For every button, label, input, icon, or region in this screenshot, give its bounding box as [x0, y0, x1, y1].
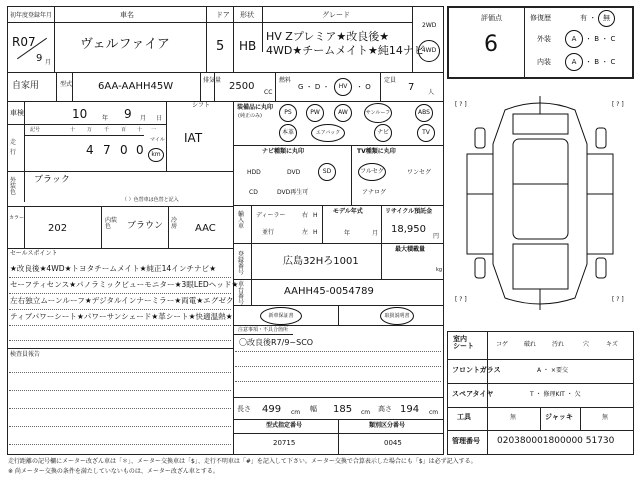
sales-rule — [9, 293, 231, 294]
tv-opt-oneseg: ワンセグ — [407, 169, 432, 176]
mileage-label-1: 走 — [10, 139, 17, 146]
vline — [24, 101, 25, 202]
door-count: 5 — [216, 39, 225, 54]
inspector-rule — [9, 372, 231, 373]
repair-none-circle: 無 — [598, 10, 615, 27]
import-label: 輸 入 車 — [238, 211, 245, 230]
navi-opt-hdd: HDD — [247, 169, 261, 176]
vline — [540, 407, 541, 430]
mgmt-label: 管理番号 — [452, 437, 480, 445]
tools-label: 工具 — [457, 413, 471, 421]
equipment-sub: (純正のみ) — [238, 113, 262, 119]
vline — [322, 205, 323, 243]
row-line — [233, 334, 293, 335]
inspector-rule — [9, 444, 231, 445]
vline — [54, 6, 55, 72]
chassis-label: 車 台 番 号 — [238, 281, 245, 306]
row-line — [7, 348, 233, 349]
ac-label: 冷 房 — [171, 217, 178, 230]
tv-fullseg-circle: フルセグ — [358, 163, 386, 181]
designation-label: 型式指定番号 — [266, 422, 303, 429]
mileage-digits-label: 記号 — [30, 127, 41, 133]
length-label: 長さ — [237, 405, 251, 413]
interior-options: ・ B ・ C — [585, 58, 616, 66]
drive-header: 2WD — [422, 22, 437, 29]
drive-4wd-circle: 4WD — [418, 40, 440, 62]
place-1: 一 — [151, 127, 157, 133]
diagram-bracket: [ ? ] — [612, 296, 624, 303]
fuel-hv-circle: HV — [334, 78, 352, 96]
class-label: 類別区分番号 — [369, 422, 406, 429]
vline — [251, 279, 252, 305]
mileage-km-circle: km — [148, 148, 164, 162]
import-left: 左 — [302, 229, 309, 236]
place-10k: 万 — [87, 127, 93, 133]
import-handle-2: H — [313, 229, 318, 236]
vline — [338, 305, 339, 325]
recycle-unit: 円 — [433, 233, 440, 240]
diagram-wheel — [596, 258, 606, 278]
row-line — [233, 433, 444, 434]
import-parallel: 並行 — [262, 229, 275, 236]
vline — [72, 72, 73, 101]
first-reg-month-unit: 月 — [45, 59, 52, 66]
shift-value: IAT — [184, 131, 203, 145]
vline — [233, 101, 234, 455]
row-line — [7, 248, 233, 249]
mileage-digit: 7 — [103, 143, 111, 157]
vline — [24, 206, 25, 248]
navi-opt-dvd-play: DVD再生可 — [277, 189, 309, 196]
place-100k: 十 — [70, 127, 76, 133]
model-year-label: モデル年式 — [333, 208, 363, 215]
length-value: 499 — [262, 404, 282, 415]
max-load-unit: kg — [436, 267, 443, 273]
notes-rule — [235, 381, 441, 382]
fuel-label: 燃料 — [279, 77, 292, 84]
length-unit: cm — [291, 409, 301, 416]
class-value: 0045 — [384, 439, 402, 447]
width-value: 185 — [333, 404, 353, 415]
header-line — [7, 22, 412, 23]
diagram-hood — [513, 114, 568, 134]
grade-line-2: 4WD★チームメイト★純14ナビ — [266, 44, 425, 57]
sales-rule — [9, 340, 231, 341]
equip-abs-circle: ABS — [415, 104, 433, 122]
notes-rule — [235, 366, 441, 367]
equip-aw-circle: AW — [334, 104, 352, 122]
vline — [251, 205, 252, 243]
new-car-warranty-circle: 新車保証書 — [260, 307, 302, 325]
vline — [580, 407, 581, 430]
repair-label: 修復歴 — [530, 14, 551, 22]
navi-sd-circle: SD — [318, 163, 336, 181]
vline — [200, 72, 201, 101]
vline — [251, 243, 252, 279]
designation-value: 20715 — [273, 439, 296, 447]
displacement-label: 排気量 — [203, 77, 222, 84]
color-code-label: カラー — [9, 215, 25, 221]
jack-value: 無 — [602, 414, 609, 421]
chassis-value: AAHH45-0054789 — [284, 286, 374, 297]
vline — [381, 205, 382, 243]
first-reg-year: R07 — [12, 35, 36, 49]
displacement-value: 2500 — [229, 81, 255, 92]
inspection-year-unit: 年 — [102, 115, 109, 122]
footer-line-1: 走行距離の記号欄にメーター改ざん車は「＊」、メーター交換車は「$」、走行不明車は「#」を記入して下さい。メーター交換で合算表示した場合にも「$」は必ず記入する。 — [8, 458, 477, 465]
row-line — [233, 243, 444, 244]
diagram-bracket: [ ? ] — [455, 101, 467, 108]
diagram-bracket: [ ? ] — [612, 101, 624, 108]
width-unit: cm — [361, 409, 371, 416]
sheet-opt: 穴 — [583, 341, 590, 348]
mileage-mile-unit: マイル — [150, 137, 165, 143]
mileage-digit: 0 — [120, 143, 128, 157]
height-label: 高さ — [378, 405, 392, 413]
notes-rule — [235, 351, 441, 352]
diagram-rear — [513, 244, 568, 289]
use-type: 自家用 — [12, 81, 40, 91]
sales-point-title: セールスポイント — [10, 250, 58, 257]
sales-rule — [9, 309, 231, 310]
notes-text: 〇改良後R7/9~SCO — [239, 338, 314, 347]
capacity-value: 7 — [408, 82, 415, 93]
mileage-label-2: 行 — [10, 149, 17, 156]
diagram-left-side — [467, 154, 493, 254]
diagram-body-outline — [493, 103, 587, 304]
rating-value: 6 — [484, 32, 498, 57]
vline — [214, 72, 215, 101]
vline — [262, 6, 263, 52]
equip-navi-circle: ナビ — [374, 124, 392, 142]
exterior-options: ・ B ・ C — [585, 35, 616, 43]
door-header: ドア — [216, 11, 230, 19]
equip-sunroof-circle: サンルーフ — [364, 103, 392, 123]
inspection-day-unit: 日 — [156, 115, 163, 122]
inspector-rule — [9, 426, 231, 427]
vline — [233, 6, 234, 72]
import-dealer: ディーラー — [256, 212, 286, 219]
sheet-opt: キズ — [606, 341, 618, 348]
diagram-roof — [513, 139, 568, 239]
row-line — [233, 325, 444, 326]
spare-label: スペアタイヤ — [452, 390, 494, 398]
width-label: 幅 — [310, 405, 317, 413]
spare-value: T ・ 修理KIT ・ 欠 — [530, 391, 581, 398]
ac-value: AAC — [195, 223, 216, 234]
vline — [168, 206, 169, 248]
row-line — [7, 101, 444, 102]
row-line — [447, 430, 634, 431]
jack-label: ジャッキ — [545, 413, 573, 421]
sales-line: 左右独立ムーンルーフ★デジタルインナーミラー★両電★エグゼク — [10, 296, 234, 305]
vline — [381, 243, 382, 279]
interior-label: 内装 — [537, 58, 551, 66]
sheet-label: 室内 シート — [453, 335, 474, 350]
recycle-label: リサイクル預託金 — [385, 208, 433, 215]
inspection-year: 10 — [72, 107, 88, 121]
color-code-value: 202 — [48, 223, 68, 234]
vline — [524, 8, 525, 78]
car-damage-diagram — [447, 84, 634, 324]
navi-type-title: ナビ種類に丸印 — [262, 148, 305, 155]
equip-pw-circle: PW — [306, 104, 324, 122]
car-name-header: 車名 — [120, 11, 134, 19]
rating-label: 評価点 — [481, 14, 502, 22]
reg-number-label: 登 録 番 号 — [238, 251, 245, 276]
inspection-month: 9 — [124, 107, 132, 121]
first-reg-month: 9 — [36, 53, 43, 64]
max-load-label: 最大積載量 — [395, 246, 426, 253]
diagram-wheel — [596, 128, 606, 148]
sheet-opt: 汚れ — [552, 341, 565, 348]
mgmt-value: 020380001800000 51730 — [497, 436, 615, 446]
sales-line: ティブパワーシート★パワーサンシェード★革シート★快適温熱★ — [10, 312, 233, 321]
navi-opt-cd: CD — [249, 189, 258, 196]
row-line — [7, 206, 233, 207]
sheet-opt: コゲ — [496, 341, 509, 348]
vline — [412, 6, 413, 72]
tv-opt-analog: アナログ — [362, 189, 387, 196]
row-line — [7, 171, 233, 172]
ext-color-value: ブラック — [34, 175, 70, 185]
model-year-unit: 年 — [344, 230, 351, 237]
diagram-bracket: [ ? ] — [455, 296, 467, 303]
inspector-report-title: 検査員報告 — [10, 351, 41, 358]
mileage-digit: 4 — [86, 143, 94, 157]
reg-number-value: 広島32Hろ1001 — [283, 256, 359, 267]
mileage-digit: 0 — [136, 143, 144, 157]
vline — [380, 72, 381, 101]
shape-header: 形状 — [240, 11, 254, 19]
tv-type-title: TV種類に丸印 — [357, 148, 396, 155]
capacity-unit: 人 — [428, 89, 435, 96]
height-value: 194 — [400, 404, 420, 415]
grade-header: グレード — [322, 11, 350, 19]
place-1k: 千 — [104, 127, 110, 133]
notes-title: 注意事項・不具合箇所 — [238, 327, 289, 333]
interior-grade-circle: A — [565, 53, 583, 71]
navi-opt-dvd: DVD — [287, 169, 301, 176]
model-type-label: 型式 — [60, 81, 73, 88]
row-line — [7, 124, 166, 125]
row-line — [233, 397, 444, 398]
car-name: ヴェルファイア — [80, 37, 170, 52]
vline — [351, 145, 352, 205]
footer-line-2: ※ 尚メーター交換の条件を満たしていないものは、メーター改ざん車とする。 — [8, 468, 219, 475]
displacement-unit: CC — [264, 89, 273, 96]
place-100: 百 — [121, 127, 127, 133]
int-color-label: 内装 色 — [105, 217, 118, 230]
int-color-value: ブラウン — [127, 221, 164, 231]
sales-rule — [9, 325, 231, 326]
vline — [275, 72, 276, 101]
shift-label: シフト — [192, 102, 211, 109]
vline — [101, 206, 102, 248]
inspection-month-unit: 月 — [140, 115, 147, 122]
ext-color-label: 外 装 色 — [10, 177, 17, 196]
row-line — [233, 279, 444, 280]
fuel-options-right: ・ O — [356, 83, 371, 91]
equip-leather-circle: 本革 — [279, 124, 297, 142]
first-reg-header: 初年度登録年月 — [10, 12, 53, 19]
exterior-grade-circle: A — [565, 30, 583, 48]
tools-value: 無 — [510, 414, 517, 421]
manual-circle: 取扱説明書 — [380, 307, 414, 325]
capacity-label: 定員 — [384, 77, 397, 84]
fuel-options: G ・ D ・ — [298, 83, 330, 91]
model-year-month-unit: 月 — [372, 230, 379, 237]
body-shape: HB — [239, 39, 257, 53]
recycle-value: 18,950 — [391, 224, 426, 235]
equip-tv-circle: TV — [417, 124, 435, 142]
row-line — [233, 145, 444, 146]
import-handle-1: H — [313, 212, 318, 219]
diagram-wheel — [475, 128, 485, 148]
equip-ps-circle: PS — [279, 104, 297, 122]
grade-line-1: HV Zプレミア★改良後★ — [266, 30, 390, 43]
inspector-rule — [9, 408, 231, 409]
inspection-label: 車検 — [10, 109, 24, 117]
vline — [338, 419, 339, 455]
diagram-right-side — [587, 154, 613, 254]
sales-line: ★改良後★4WD★トヨタチームメイト★純正14インチナビ★ — [10, 264, 217, 273]
repair-options: 有 ・ — [580, 14, 597, 22]
glass-value: A ・ ×要交 — [537, 367, 568, 374]
vline — [56, 72, 57, 101]
exterior-label: 外装 — [537, 35, 551, 43]
diagram-wheel — [475, 258, 485, 278]
model-type-value: 6AA-AAHH45W — [98, 81, 174, 92]
row-line — [447, 359, 634, 360]
place-10: 十 — [137, 127, 143, 133]
equipment-title: 装備品に丸印 — [237, 104, 274, 111]
color-change-note: （ ）色替車は色替と記入 — [122, 197, 179, 203]
sheet-opt: 破れ — [524, 341, 537, 348]
height-unit: cm — [429, 409, 439, 416]
vline — [206, 6, 207, 72]
row-line — [447, 383, 634, 384]
vline — [166, 101, 167, 171]
equip-airbag-circle: エアバック — [311, 124, 345, 142]
row-line — [24, 135, 144, 136]
sales-rule — [9, 277, 231, 278]
row-line — [233, 205, 444, 206]
glass-label: フロントガラス — [452, 366, 501, 374]
import-right: 右 — [302, 212, 309, 219]
sales-line: セーフティセンス★パノラミックビューモニター★3眼LEDヘッド★ — [10, 280, 239, 289]
inspector-rule — [9, 390, 231, 391]
